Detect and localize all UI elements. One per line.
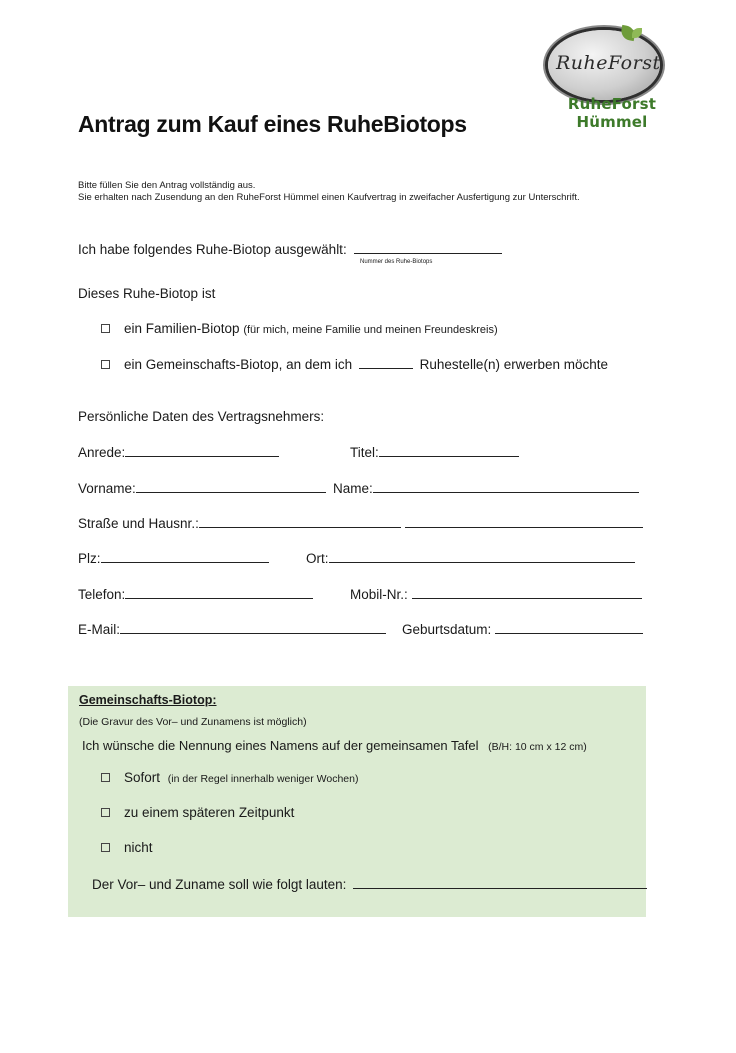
community-wish-text: Ich wünsche die Nennung eines Namens auf der gemeinsamen Tafel [82,738,479,753]
name-row [333,480,639,496]
plz-label: Plz: [78,551,101,566]
option-community-label-a: ein Gemeinschafts-Biotop, an dem ich [124,357,353,372]
opt-nicht-checkbox[interactable] [101,843,110,852]
ort-label: Ort: [306,551,329,566]
opt-sofort-label: Sofort [124,770,161,785]
biotop-number-label: Ich habe folgendes Ruhe-Biotop ausgewählt: [78,242,347,257]
email-field[interactable] [120,621,386,634]
mobil-label: Mobil-Nr.: [350,587,408,602]
option-family-row [101,321,498,336]
anrede-field[interactable] [125,444,279,457]
community-heading [79,693,217,707]
biotop-number-sublabel: Nummer des Ruhe-Biotops [360,259,433,265]
community-size-note: (B/H: 10 cm x 12 cm) [488,741,587,753]
email-row [78,621,386,637]
telefon-field[interactable] [125,586,313,599]
community-note: (Die Gravur des Vor– und Zunamens ist möglich) [79,716,307,728]
intro-line-1: Bitte füllen Sie den Antrag vollständig aus. [78,180,256,191]
ort-field[interactable] [329,550,635,563]
community-wish-row [82,738,587,753]
strasse-row [78,515,643,531]
ruheforst-logo [526,22,686,131]
vorname-row [78,480,326,496]
logo-script-text: RuheForst [556,52,661,74]
opt-sofort-note: (in der Regel innerhalb weniger Wochen) [167,773,359,785]
plz-row [78,550,269,566]
option-family-checkbox[interactable] [101,324,110,333]
titel-field[interactable] [379,444,519,457]
opt-later-label: zu einem späteren Zeitpunkt [124,805,295,820]
anrede-row [78,444,279,460]
option-family-label: ein Familien-Biotop [124,321,240,336]
geburtsdatum-label: Geburtsdatum: [402,622,492,637]
anrede-label: Anrede: [78,445,126,460]
page-title: Antrag zum Kauf eines RuheBiotops [78,111,467,137]
option-family-note: (für mich, meine Familie und meinen Freundeskreis) [243,324,498,336]
vorname-label: Vorname: [78,481,136,496]
strasse-label: Straße und Hausnr.: [78,516,199,531]
option-community-label-b: Ruhestelle(n) erwerben möchte [419,357,608,372]
opt-nicht-label: nicht [124,840,153,855]
telefon-row [78,586,313,602]
email-label: E-Mail: [78,622,121,637]
logo-brand-name: RuheForst Hümmel [567,95,657,131]
geburtsdatum-row [402,621,643,637]
leaf-icon-small [632,28,642,38]
community-heading-text: Gemeinschafts-Biotop: [79,693,217,707]
titel-label: Titel: [350,445,379,460]
titel-row [350,444,519,460]
name-label: Name: [333,481,373,496]
telefon-label: Telefon: [78,587,126,602]
biotop-number-row [78,241,502,257]
opt-sofort-row [101,770,358,785]
engraving-name-field[interactable] [353,876,647,889]
biotop-type-label: Dieses Ruhe-Biotop ist [78,286,216,301]
intro-line-2: Sie erhalten nach Zusendung an den RuheForst Hümmel einen Kaufvertrag in zweifacher Ausfertigung zur Unterschrift. [78,192,580,203]
opt-later-checkbox[interactable] [101,808,110,817]
strasse-field[interactable] [199,515,401,528]
engraving-name-row [92,876,647,892]
personal-heading: Persönliche Daten des Vertragsnehmers: [78,409,325,424]
option-community-row [101,356,608,372]
name-field[interactable] [373,480,639,493]
ort-row [306,550,635,566]
opt-nicht-row [101,840,153,855]
mobil-row [350,586,642,602]
engraving-name-label: Der Vor– und Zuname soll wie folgt lauten: [92,877,347,892]
plz-field[interactable] [101,550,269,563]
mobil-field[interactable] [412,586,642,599]
biotop-number-field[interactable] [354,241,502,254]
strasse-field-2[interactable] [405,515,643,528]
vorname-field[interactable] [136,480,326,493]
opt-sofort-checkbox[interactable] [101,773,110,782]
ruhestellen-count-field[interactable] [359,356,413,369]
opt-later-row [101,805,294,820]
option-community-checkbox[interactable] [101,360,110,369]
geburtsdatum-field[interactable] [495,621,643,634]
